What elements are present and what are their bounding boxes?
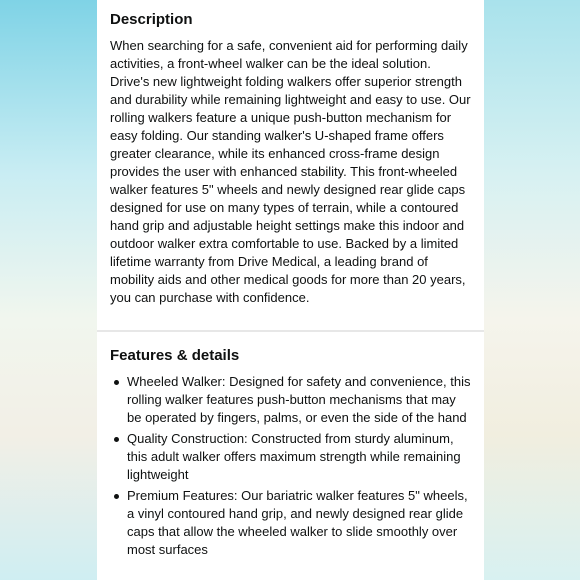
bullet-icon [114, 494, 119, 499]
description-heading: Description [110, 11, 193, 28]
features-heading: Features & details [110, 347, 240, 364]
feature-list [110, 373, 471, 559]
features-section [97, 332, 484, 559]
feature-item [110, 487, 471, 559]
feature-item [110, 373, 471, 427]
bullet-icon [114, 380, 119, 385]
description-section [97, 0, 484, 330]
feature-text: Quality Construction: Constructed from sturdy aluminum, this adult walker offers maximum strength while remaining lightweight [127, 431, 461, 482]
background-left [0, 0, 97, 580]
feature-text: Premium Features: Our bariatric walker features 5" wheels, a vinyl contoured hand grip, and newly designed rear glide caps that allow the wheeled walker to slide smoothly over most surfaces [127, 488, 468, 557]
feature-item [110, 430, 471, 484]
feature-text: Wheeled Walker: Designed for safety and convenience, this rolling walker features push-button mechanisms that may be operated by fingers, palms, or even the side of the hand [127, 374, 471, 425]
bullet-icon [114, 437, 119, 442]
background-right [484, 0, 580, 580]
description-text: When searching for a safe, convenient aid for performing daily activities, a front-wheel walker can be the ideal solution. Drive's new lightweight folding walkers offer superior strength and durability while remaining lightweight and easy to use. Our rolling walkers feature a unique push-button mechanism for easy folding. Our standing walker's U-shaped frame offers greater clearance, while its enhanced cross-frame design provides the user with enhanced stability. This front-wheeled walker features 5" wheels and newly designed rear glide caps designed for use on many types of terrain, while a contoured hand grip and adjustable height settings make this indoor and outdoor walker extra comfortable to use. Backed by a limited lifetime warranty from Drive Medical, a leading brand of mobility aids and other medical goods for more than 20 years, you can purchase with confidence. [110, 38, 471, 305]
product-info-panel [97, 0, 484, 580]
